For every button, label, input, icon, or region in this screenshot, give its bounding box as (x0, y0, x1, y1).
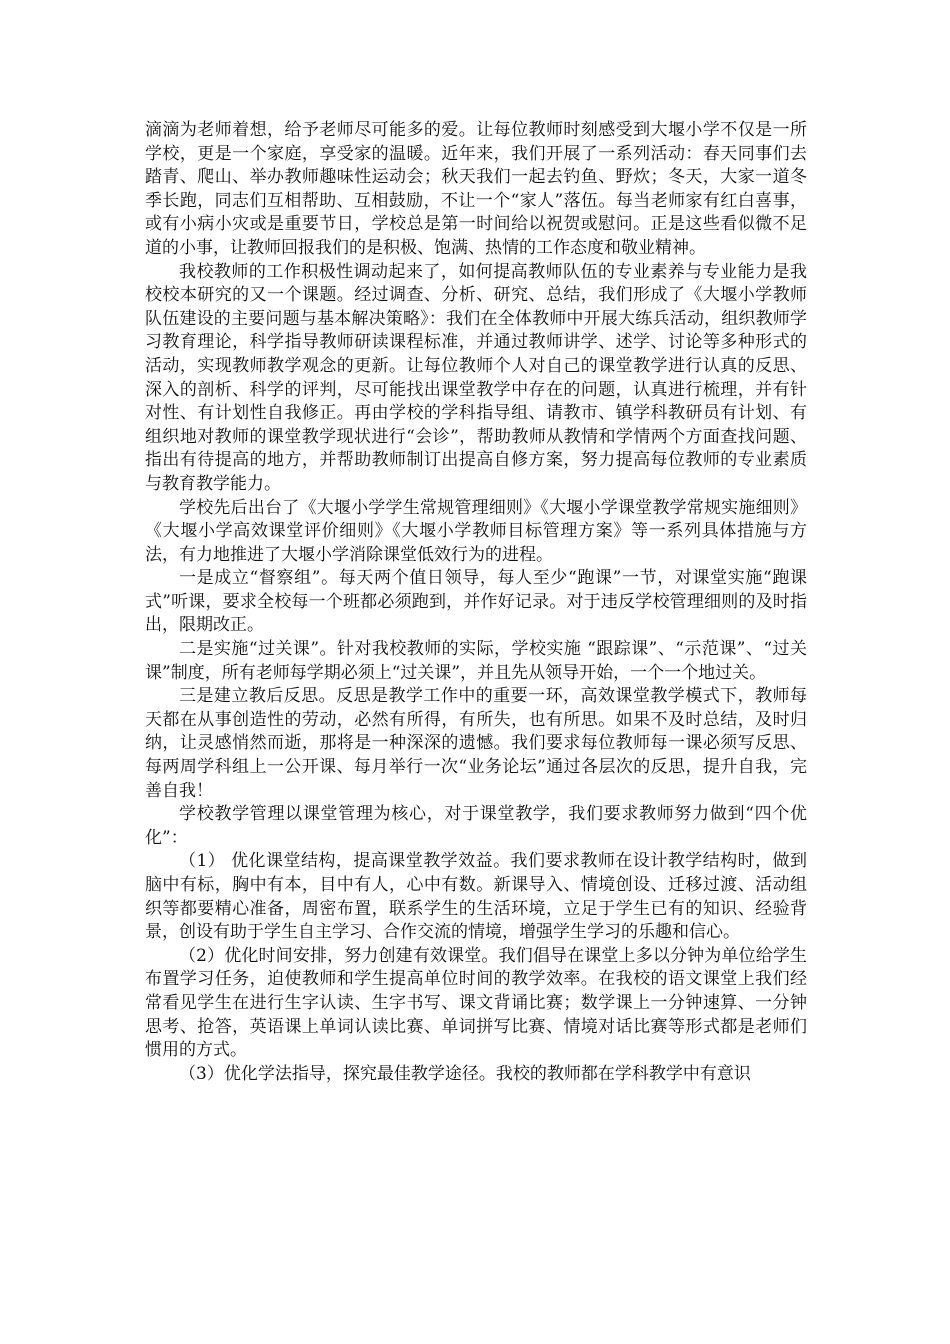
paragraph-optimize-method: （3）优化学法指导，探究最佳教学途径。我校的教师都在学科教学中有意识 (179, 1063, 751, 1084)
paragraph-teacher-development: 我校教师的工作积极性调动起来了，如何提高教师队伍的专业素养与专业能力是我校校本研究的又一个课题。经过调查、分析、研究、总结，我们形成了《大堰小学教师队伍建设的主要问题与基本解决策略》：我们在全体教师中开展大练兵活动，组织教师学习教育理论，科学指导教师研读课程标准，并通过教师讲学、述学、讨论等多种形式的活动，实现教师教学观念的更新。让每位教师个人对自己的课堂教学进行认真的反思、深入的剖析、科学的评判，尽可能找出课堂教学中存在的问题，认真进行梳理，并有针对性、有计划性自我修正。再由学校的学科指导组、请教市、镇学科教研员有计划、有组织地对教师的课堂教学现状进行“会诊”，帮助教师从教情和学情两个方面查找问题、指出有待提高的地方，并帮助教师制订出提高自修方案，努力提高每位教师的专业素质与教育教学能力。 (145, 261, 807, 494)
paragraph-optimize-time: （2）优化时间安排，努力创建有效课堂。我们倡导在课堂上多以分钟为单位给学生布置学习任务，迫使教师和学生提高单位时间的教学效率。在我校的语文课堂上我们经常看见学生在进行生字认读、生字书写、课文背诵比赛；数学课上一分钟速算、一分钟思考、抢答，英语课上单词认读比赛、单词拼写比赛、情境对话比赛等形式都是老师们惯用的方式。 (145, 945, 807, 1061)
paragraph-inspection-group: 一是成立“督察组”。每天两个值日领导，每人至少“跑课”一节，对课堂实施“跑课式”听课，要求全校每一个班都必须跑到，并作好记录。对于违反学校管理细则的及时指出，限期改正。 (145, 568, 807, 636)
paragraph-four-optimizations: 学校教学管理以课堂管理为核心，对于课堂教学，我们要求教师努力做到“四个优化”： (145, 804, 807, 848)
document-body (145, 119, 807, 1086)
paragraph-teaching-reflection: 三是建立教后反思。反思是教学工作中的重要一环，高效课堂教学模式下，教师每天都在从事创造性的劳动，必然有所得，有所失，也有所思。如果不及时总结，及时归纳，让灵感悄然而逝，那将是一种深深的遗憾。我们要求每位教师每一课必须写反思、每两周学科组上一公开课、每月举行一次“业务论坛”通过各层次的反思，提升自我，完善自我！ (145, 686, 807, 801)
paragraph-optimize-structure: （1） 优化课堂结构，提高课堂教学效益。我们要求教师在设计教学结构时，做到脑中有标，胸中有本，目中有人，心中有数。新课导入、情境创设、迁移过渡、活动组织等都要精心准备，周密布置，联系学生的生活环境，立足于学生已有的知识、经验背景，创设有助于学生自主学习、合作交流的情境，增强学生学习的乐趣和信心。 (145, 851, 807, 943)
paragraph-pass-lesson: 二是实施“过关课”。针对我校教师的实际，学校实施 “跟踪课”、“示范课”、“过关课”制度，所有老师每学期必须上“过关课”，并且先从领导开始，一个一个地过关。 (145, 639, 807, 683)
paragraph-teacher-care: 滴滴为老师着想，给予老师尽可能多的爱。让每位教师时刻感受到大堰小学不仅是一所学校，更是一个家庭，享受家的温暖。近年来，我们开展了一系列活动：春天同事们去踏青、爬山、举办教师趣味性运动会；秋天我们一起去钓鱼、野炊；冬天，大家一道冬季长跑，同志们互相帮助、互相鼓励，不让一个“家人”落伍。每当老师家有红白喜事，或有小病小灾或是重要节日，学校总是第一时间给以祝贺或慰问。正是这些看似微不足道的小事，让教师回报我们的是积极、饱满、热情的工作态度和敬业精神。 (145, 120, 807, 258)
paragraph-school-regulations: 学校先后出台了《大堰小学学生常规管理细则》《大堰小学课堂教学常规实施细则》《大堰小学高效课堂评价细则》《大堰小学教师目标管理方案》等一系列具体措施与方法，有力地推进了大堰小学消除课堂低效行为的进程。 (145, 497, 807, 565)
